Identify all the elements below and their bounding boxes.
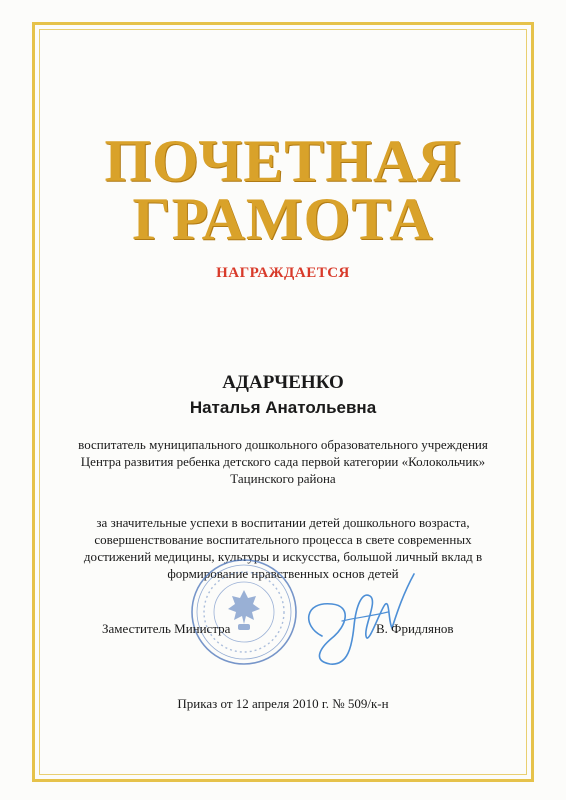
title-line-1: ПОЧЕТНАЯ (104, 128, 462, 194)
signer-name: В. Фридлянов (376, 621, 454, 636)
title-line-2: ГРАМОТА (132, 186, 434, 252)
official-stamp-seal (188, 556, 300, 668)
reason-line: достижений медицины, культуры и искусства, большой личный вклад в (83, 549, 483, 564)
signer-title: Заместитель Министра (102, 621, 231, 636)
reason-line: совершенствование воспитательного процесса в свете современных (94, 532, 472, 547)
recipient-given-names: Наталья Анатольевна (189, 398, 377, 417)
recipient-position (40, 436, 526, 487)
position-line: воспитатель муниципального дошкольного образовательного учреждения (78, 437, 488, 452)
position-line: Центра развития ребенка детского сада первой категории «Колокольчик» (80, 454, 486, 469)
reason-line: формирование нравственных основ детей (167, 566, 399, 581)
order-reference: Приказ от 12 апреля 2010 г. № 509/к-н (177, 696, 389, 711)
reason-line: за значительные успехи в воспитании детей дошкольного возраста, (96, 515, 470, 530)
position-line: Тацинского района (230, 471, 336, 486)
recipient-surname: АДАРЧЕНКО (222, 372, 344, 393)
awarded-heading: НАГРАЖДАЕТСЯ (216, 265, 350, 281)
